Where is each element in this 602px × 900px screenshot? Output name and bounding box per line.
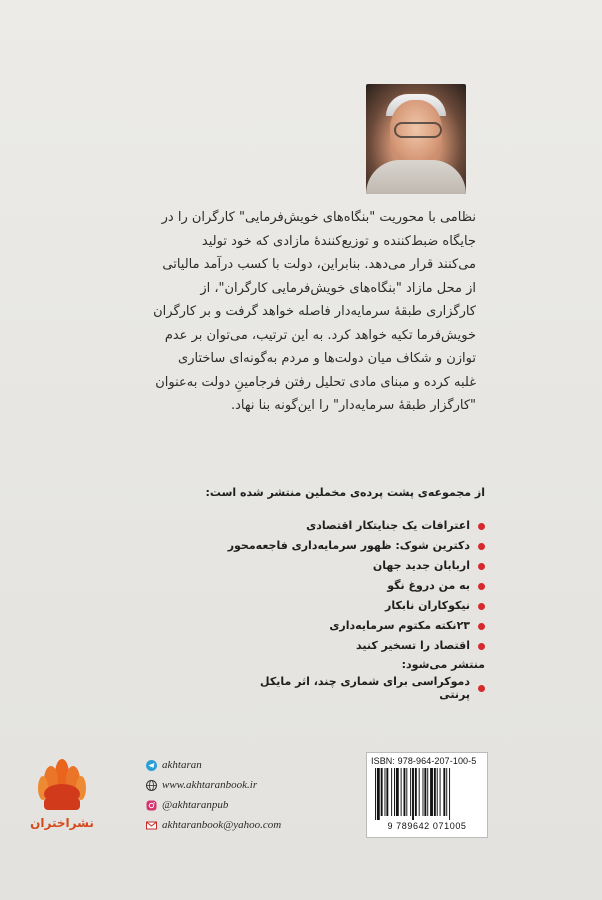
- barcode-bar: [427, 768, 428, 816]
- bullet-icon: [478, 543, 485, 550]
- blurb-line: نظامی با محوریت "بنگاه‌های خویش‌فرمایی" کارگران را در: [161, 210, 476, 225]
- barcode-bar: [440, 768, 441, 816]
- bullet-icon: [478, 523, 485, 530]
- barcode-bar: [404, 768, 406, 816]
- series-item-label: به من دروغ نگو: [387, 579, 470, 592]
- forthcoming-item: [230, 675, 485, 701]
- bullet-icon: [478, 583, 485, 590]
- barcode-bar: [443, 768, 445, 816]
- forthcoming-title: منتشر می‌شود:: [401, 658, 485, 671]
- telegram-icon: [146, 760, 157, 771]
- barcode-bar: [424, 768, 426, 816]
- barcode-bar: [449, 768, 450, 820]
- isbn-label: ISBN: 978-964-207-100-5: [371, 756, 477, 766]
- series-item-label: ۲۳نکته مکتوم سرمایه‌داری: [329, 619, 470, 632]
- barcode-bar: [434, 768, 436, 816]
- instagram-handle: @akhtaranpub: [162, 799, 229, 811]
- barcode-bar: [396, 768, 399, 816]
- email-address: akhtaranbook@yahoo.com: [162, 819, 282, 831]
- bullet-icon: [478, 685, 485, 692]
- blurb-line: خویش‌فرما تکیه خواهد کرد. به این ترتیب، می‌توان بر عدم: [164, 327, 476, 343]
- instagram-icon: [146, 800, 157, 811]
- list-item: [220, 576, 485, 596]
- series-item-label: نیکوکاران نابکار: [384, 599, 470, 612]
- bullet-icon: [478, 603, 485, 610]
- blurb-line: توازن و شکاف میان دولت‌ها و مردم به‌گونه‌ای ساختاری: [178, 351, 476, 366]
- series-title: از مجموعه‌ی پشت پرده‌ی مخملین منتشر شده است:: [205, 486, 485, 499]
- barcode-bars-icon: [373, 768, 481, 820]
- author-shirt: [366, 160, 466, 194]
- list-item: [220, 636, 485, 656]
- publisher-logo-icon: [38, 754, 86, 816]
- author-glasses: [394, 122, 442, 138]
- barcode: [366, 752, 488, 838]
- barcode-digits: 9 789642 071005: [387, 821, 467, 831]
- list-item: [220, 516, 485, 536]
- barcode-bar: [419, 768, 420, 816]
- series-item-label: اربابان جدید جهان: [372, 559, 470, 572]
- barcode-bar: [381, 768, 383, 816]
- blurb-line: غلبه کرده و مبنای مادی تحلیل رفتن فرجامینِ دولت به‌عنوان: [155, 374, 476, 390]
- blurb-paragraph: [132, 206, 476, 418]
- contact-email[interactable]: [146, 816, 306, 834]
- blurb-line: "کارگزار طبقهٔ سرمایه‌دار" را این‌گونه بنا نهاد.: [230, 398, 476, 413]
- barcode-bar: [385, 768, 386, 816]
- forthcoming-item-label: دموکراسی برای شماری چند، اثر مایکل پرنتی: [260, 675, 470, 701]
- contact-telegram[interactable]: [146, 756, 306, 774]
- contact-website[interactable]: [146, 776, 306, 794]
- barcode-bar: [394, 768, 395, 816]
- bullet-icon: [478, 563, 485, 570]
- barcode-bar: [377, 768, 380, 820]
- barcode-bar: [423, 768, 424, 816]
- list-item: [220, 556, 485, 576]
- author-photo: [366, 84, 466, 194]
- blurb-line: کارگزاری طبقهٔ سرمایه‌دار فاصله خواهد گرفت و بر کارگران: [153, 304, 476, 319]
- email-icon: [146, 820, 157, 831]
- globe-icon: [146, 780, 157, 791]
- bullet-icon: [478, 623, 485, 630]
- website-url: www.akhtaranbook.ir: [162, 779, 258, 791]
- blurb-line: از محل مازاد "بنگاه‌های خویش‌فرمایی کارگران"، از: [200, 280, 476, 296]
- barcode-bar: [375, 768, 376, 820]
- list-item: [220, 596, 485, 616]
- barcode-bar: [410, 768, 411, 816]
- barcode-bar: [446, 768, 447, 816]
- barcode-bar: [401, 768, 402, 816]
- series-item-label: اعترافات یک جنایتکار اقتصادی: [306, 519, 470, 532]
- barcode-bar: [430, 768, 433, 816]
- blurb-line: می‌کنند قرار می‌دهد. بنابراین، دولت با کسب درآمد مالیاتی: [162, 257, 476, 272]
- blurb-line: جایگاه ضبط‌کننده و توزیع‌کنندهٔ مازادی که خود تولید: [201, 233, 476, 249]
- series-item-label: دکترین شوک: ظهور سرمایه‌داری فاجعه‌محور: [227, 539, 470, 552]
- barcode-bar: [415, 768, 417, 816]
- telegram-handle: akhtaran: [162, 759, 202, 771]
- publisher-name: نشراختران: [30, 816, 94, 830]
- barcode-bar: [406, 768, 407, 816]
- barcode-bar: [412, 768, 414, 820]
- bullet-icon: [478, 643, 485, 650]
- list-item: [220, 616, 485, 636]
- contact-list: [146, 756, 306, 836]
- contact-instagram[interactable]: [146, 796, 306, 814]
- series-list: [220, 516, 485, 656]
- list-item: [220, 536, 485, 556]
- barcode-bar: [386, 768, 388, 816]
- barcode-bar: [391, 768, 392, 816]
- barcode-bar: [437, 768, 438, 816]
- series-item-label: اقتصاد را تسخیر کنید: [356, 639, 470, 652]
